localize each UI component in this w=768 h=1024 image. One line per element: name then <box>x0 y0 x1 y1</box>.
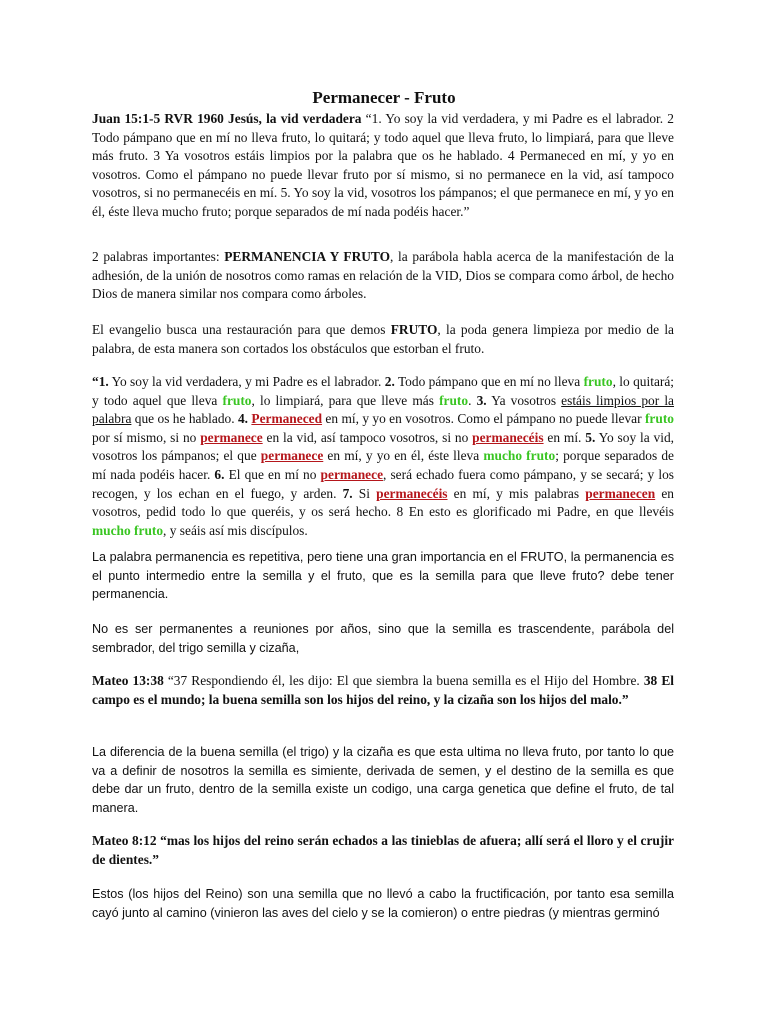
text-span: El que en mí no <box>224 466 321 482</box>
highlight-fruto: fruto <box>439 392 469 408</box>
highlight-permanecer: permanecen <box>585 485 656 501</box>
text-span: El evangelio busca una restauración para que demos <box>92 322 391 337</box>
verse-number: 6. <box>214 466 225 482</box>
verse-number: 4. <box>237 411 248 427</box>
paragraph-highlighted-verses <box>92 373 674 540</box>
highlight-permanecer: permanecéis <box>472 429 544 445</box>
text-span: , lo quitará; y todo aquel que lleva <box>92 374 675 408</box>
text-span: en mí, y yo en él, éste lleva <box>323 448 484 464</box>
text-span: Todo pámpano que en mí no lleva <box>394 374 584 389</box>
paragraph-hijos-del-reino: Estos (los hijos del Reino) son una semilla que no llevó a cabo la fructificación, por tanto esa semilla cayó junto al camino (vinieron las aves del cielo y se la comieron) o entre piedras (y mientras germinó <box>92 887 674 920</box>
highlight-permanecer: permanece <box>200 429 263 445</box>
highlight-fruto: mucho fruto <box>483 448 556 464</box>
text-span: 2 palabras importantes: <box>92 249 225 264</box>
text-span: en la vid, así tampoco vosotros, si no <box>262 429 473 445</box>
scripture-text: “1. Yo soy la vid verdadera, y mi Padre es el labrador. 2 Todo pámpano que en mí no lleva fruto, lo quitará; y todo aquel que lleva fruto, lo limpiará, para que lleve más fruto. 3 Ya vosotros estáis limpios por la palabra que os he hablado. 4 Permaneced en mí, y yo en vosotros. Como el pámpano no puede llevar fruto por sí mismo, si no permanece en la vid, así tampoco vosotros, si no permanecéis en mí. 5. Yo soy la vid, vosotros los pámpanos; el que permanece en mí, y yo en él, éste lleva mucho fruto; porque separados de mí nada podéis hacer.” <box>92 111 674 219</box>
text-span: , será echado fuera como pámpano, y se secará; y los recogen, y los echan en el fuego, y arden. <box>92 466 674 501</box>
scripture-text: “37 Respondiendo él, les dijo: El que siembra la buena semilla es el Hijo del Hombre. <box>163 673 644 688</box>
highlight-fruto: mucho fruto <box>92 522 164 538</box>
scripture-reference: Mateo 13:38 <box>92 673 164 688</box>
text-span: en mí, y yo en vosotros. Como el pámpano no puede llevar <box>322 411 645 427</box>
paragraph-palabras-importantes <box>92 248 674 304</box>
text-span: en vosotros, pedid todo lo que queréis, y os será hecho. 8 En esto es glorificado mi Padre, en que llevéis <box>92 485 674 520</box>
text-span: Si <box>352 485 377 501</box>
highlight-fruto: fruto <box>583 374 613 389</box>
paragraph-reuniones: No es ser permanentes a reuniones por años, sino que la semilla es trascendente, parábola del sembrador, del trigo semilla y cizaña, <box>92 622 674 655</box>
paragraph-evangelio <box>92 321 674 358</box>
highlight-permanecer: permanece <box>260 448 324 464</box>
text-span: que os he hablado. <box>131 411 238 427</box>
paragraph-mateo-8: Mateo 8:12 “mas los hijos del reino serán echados a las tinieblas de afuera; allí será el lloro y el crujir de dientes.” <box>92 833 674 867</box>
paragraph-diferencia: La diferencia de la buena semilla (el trigo) y la cizaña es que esta ultima no lleva fruto, por tanto lo que va a definir de nosotros la semilla es simiente, derivada de semen, y el destino de la semilla es que debe dar un fruto, dentro de la semilla existe un codigo, una carga genetica que define el fruto, de tal manera. <box>92 745 674 815</box>
verse-number: 7. <box>342 485 353 501</box>
text-span: . <box>468 392 477 408</box>
text-span: en mí. <box>543 429 586 445</box>
highlight-fruto: fruto <box>222 392 252 408</box>
document-title: Permanecer - Fruto <box>312 88 456 107</box>
underlined-phrase: estáis limpios por la palabra <box>92 392 674 427</box>
keyword-bold: PERMANENCIA Y FRUTO <box>224 249 391 264</box>
highlight-permanecer: Permaneced <box>251 411 323 427</box>
text-span: , lo limpiará, para que lleve más <box>251 392 440 408</box>
verse-number: 5. <box>585 429 596 445</box>
text-span: Yo soy la vid, vosotros los pámpanos; el que <box>92 429 674 464</box>
verse-number: 3. <box>476 392 487 408</box>
verse-number: “1. <box>92 374 109 389</box>
text-span: Ya vosotros <box>486 392 562 408</box>
keyword-bold: FRUTO <box>390 322 438 337</box>
highlight-fruto: fruto <box>644 411 674 427</box>
paragraph-mateo-13 <box>92 672 674 709</box>
text-span: , y seáis así mis discípulos. <box>163 522 308 538</box>
text-span: Yo soy la vid verdadera, y mi Padre es el labrador. <box>108 374 385 389</box>
text-span: ; porque separados de mí nada podéis hacer. <box>92 448 675 482</box>
scripture-reference: Juan 15:1-5 RVR 1960 Jesús, la vid verdadera <box>92 111 362 126</box>
text-span: , la poda genera limpieza por medio de la palabra, de esta manera son cortados los obstáculos que estorban el fruto. <box>92 322 675 356</box>
highlight-permanecer: permanece <box>320 466 384 482</box>
verse-number: 2. <box>384 374 395 389</box>
text-span: por sí mismo, si no <box>92 429 201 445</box>
highlight-permanecer: permanecéis <box>376 485 448 501</box>
paragraph-permanencia: La palabra permanencia es repetitiva, pero tiene una gran importancia en el FRUTO, la permanencia es el punto intermedio entre la semilla y el fruto, que es la semilla para que lleve fruto? debe tener permanencia. <box>92 550 674 602</box>
scripture-bold-text: 38 El campo es el mundo; la buena semilla son los hijos del reino, y la cizaña son los hijos del malo.” <box>92 673 674 707</box>
text-span: , la parábola habla acerca de la manifestación de la adhesión, de la unión de nosotros como ramas en relación de la VID, Dios se compara como árbol, de hecho Dios de manera similar nos compara como árboles. <box>92 249 675 302</box>
paragraph-juan-15 <box>92 110 674 222</box>
text-span: en mí, y mis palabras <box>447 485 586 501</box>
